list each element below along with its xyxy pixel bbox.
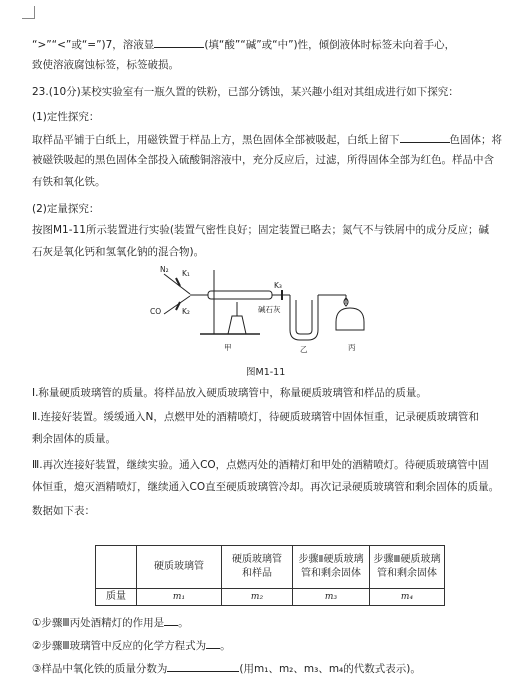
header-step3-mass [370, 546, 445, 589]
page-corner-mark [22, 6, 35, 19]
u-tube-inner [296, 300, 312, 334]
alcohol-lamp-icon [336, 295, 364, 330]
top-line-1-part-b: (填“酸”“碱”或“中”)性，倾倒液体时标签未向着手心， [204, 39, 456, 51]
table-corner-cell [96, 546, 137, 589]
answer-blank-q1[interactable] [164, 614, 178, 626]
section-1-line-3: 有铁和氧化铁。 [32, 176, 106, 188]
label-k3: K₃ [274, 281, 282, 290]
section-1-title: (1)定性探究： [32, 111, 100, 123]
answer-blank-q2[interactable] [206, 637, 220, 649]
question-1-end: 。 [178, 617, 189, 629]
header-step2-l2: 管和剩余固体 [301, 568, 361, 579]
step-3-line-2: 体恒重，熄灭酒精喷灯，继续通入CO直至硬质玻璃管冷却。再次记录硬质玻璃管和剩余固体的质量。 [32, 481, 500, 493]
label-n2: N₂ [160, 265, 169, 274]
top-line-1 [32, 36, 455, 52]
figure-caption: 图M1-11 [246, 367, 286, 378]
alcohol-blast-lamp-icon [228, 316, 246, 334]
hard-glass-tube [208, 291, 272, 299]
label-jia: 甲 [224, 343, 232, 352]
question-1 [32, 614, 189, 630]
section-1-line-2: 被磁铁吸起的黑色固体全部投入硫酸铜溶液中，充分反应后，过滤，所得固体全部为红色。样品中含 [32, 154, 494, 166]
answer-blank-acidity[interactable] [154, 36, 204, 48]
header-step2-mass [293, 546, 370, 589]
k2-valve-icon [176, 302, 180, 310]
top-line-1-part-a: “>”“<”或“=”)7，溶液显 [32, 39, 155, 51]
section-1-line-1-b: 色固体；将 [449, 134, 502, 146]
question-2-text: ②步骤Ⅲ玻璃管中反应的化学方程式为 [32, 640, 207, 652]
section-1-line-1 [32, 131, 502, 147]
top-line-2: 致使溶液腐蚀标签，标签破损。 [32, 59, 179, 71]
u-tube [290, 295, 318, 340]
question-3-text: ③样品中氧化铁的质量分数为 [32, 663, 168, 675]
header-step3-l1: 步骤Ⅲ硬质玻璃 [373, 554, 441, 565]
question-2 [32, 637, 231, 653]
step-1: Ⅰ.称量硬质玻璃管的质量。将样品放入硬质玻璃管中，称量硬质玻璃管和样品的质量。 [32, 387, 427, 399]
label-soda-lime: 碱石灰 [258, 305, 281, 314]
data-intro: 数据如下表： [32, 505, 95, 517]
header-glass-tube: 硬质玻璃管 [137, 546, 222, 589]
cell-m4: m₄ [370, 589, 445, 606]
label-co: CO [150, 307, 162, 316]
header-step3-l2: 管和剩余固体 [377, 568, 437, 579]
question-3 [32, 660, 421, 676]
section-2-title: (2)定量探究： [32, 203, 100, 215]
table-header-row [96, 546, 445, 589]
apparatus-figure [150, 264, 380, 356]
mass-data-table [95, 545, 445, 606]
label-yi: 乙 [300, 345, 308, 354]
cell-m3: m₃ [293, 589, 370, 606]
step-2-line-2: 剩余固体的质量。 [32, 433, 116, 445]
answer-blank-q3[interactable] [167, 660, 239, 672]
question-2-end: 。 [220, 640, 231, 652]
question-3-tail: (用m₁、m₂、m₃、m₄的代数式表示)。 [239, 663, 421, 675]
table-row [96, 589, 445, 606]
step-3-line-1: Ⅲ.再次连接好装置，继续实验。通入CO，点燃丙处的酒精灯和甲处的酒精喷灯。待硬质玻璃管中固 [32, 459, 489, 471]
section-2-line-1: 按图M1-11所示装置进行实验(装置气密性良好；固定装置已略去；氮气不与铁屑中的成分反应；碱 [32, 224, 489, 236]
label-bing: 丙 [348, 343, 356, 352]
section-1-line-1-a: 取样品平铺于白纸上，用磁铁置于样品上方，黑色固体全部被吸起，白纸上留下 [32, 134, 400, 146]
section-2-line-2: 石灰是氧化钙和氢氧化钠的混合物)。 [32, 246, 205, 258]
header-step2-l1: 步骤Ⅱ硬质玻璃 [298, 554, 364, 565]
answer-blank-color[interactable] [400, 131, 450, 143]
question-23-header: 23.(10分)某校实验室有一瓶久置的铁粉，已部分锈蚀，某兴趣小组对其组成进行如下探究： [32, 86, 459, 98]
header-tube-and-sample [222, 546, 293, 589]
header-tube-and-sample-l1: 硬质玻璃管 [232, 554, 282, 565]
question-1-text: ①步骤Ⅲ丙处酒精灯的作用是 [32, 617, 165, 629]
step-2-line-1: Ⅱ.连接好装置。缓缓通入N，点燃甲处的酒精喷灯，待硬质玻璃管中固体恒重，记录硬质玻璃管和 [32, 411, 479, 423]
label-k1: K₁ [182, 269, 190, 278]
cell-m1: m₁ [137, 589, 222, 606]
row-label-mass: 质量 [96, 589, 137, 606]
header-tube-and-sample-l2: 和样品 [242, 568, 272, 579]
label-k2: K₂ [182, 307, 190, 316]
cell-m2: m₂ [222, 589, 293, 606]
